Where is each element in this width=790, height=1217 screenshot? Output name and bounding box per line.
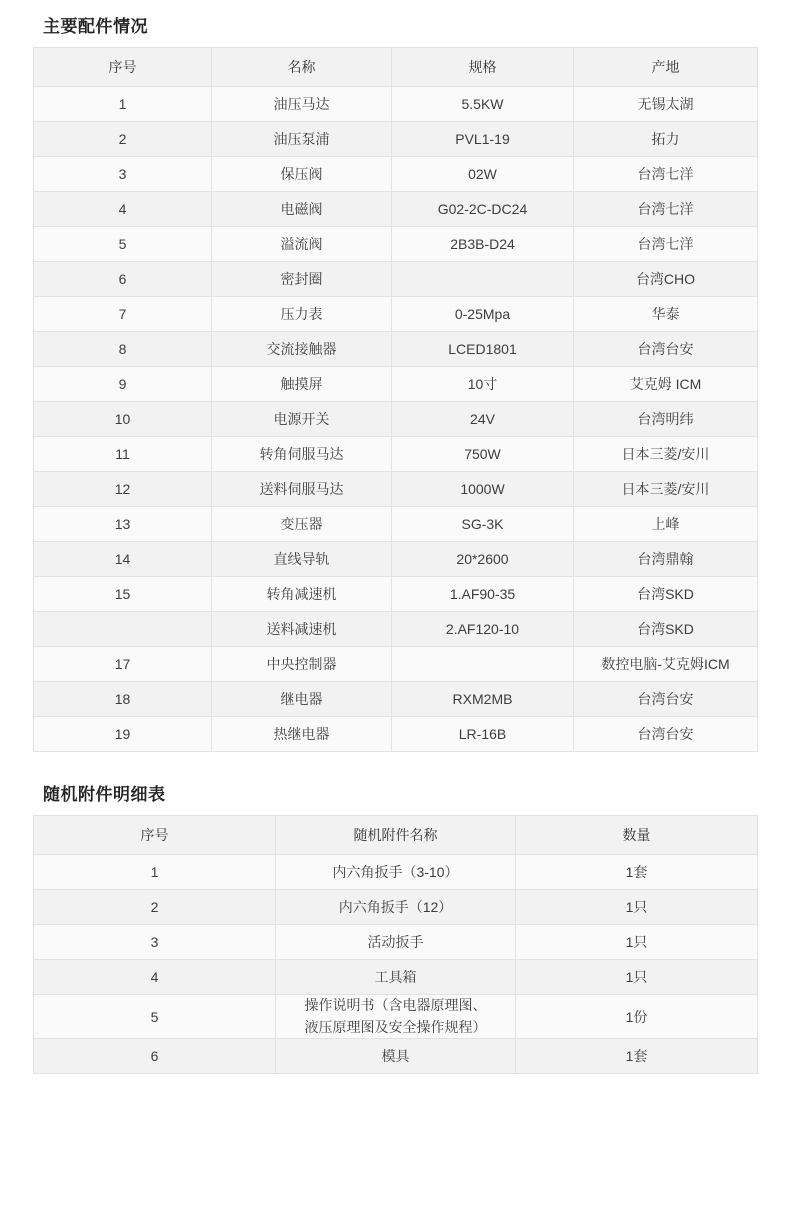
table-cell: 交流接触器 bbox=[212, 332, 392, 367]
table-cell: 无锡太湖 bbox=[574, 87, 758, 122]
table-cell: 1份 bbox=[516, 995, 758, 1039]
table-row bbox=[34, 890, 758, 925]
table-row bbox=[34, 87, 758, 122]
table-cell: 4 bbox=[34, 192, 212, 227]
table-cell: 台湾七洋 bbox=[574, 227, 758, 262]
table-row bbox=[34, 472, 758, 507]
table-cell: 继电器 bbox=[212, 682, 392, 717]
table-cell: 艾克姆 ICM bbox=[574, 367, 758, 402]
table-cell: 日本三菱/安川 bbox=[574, 437, 758, 472]
table-cell: 9 bbox=[34, 367, 212, 402]
parts-table bbox=[33, 47, 758, 752]
table-row bbox=[34, 192, 758, 227]
parts-table-body bbox=[34, 87, 758, 752]
table-cell: 台湾台安 bbox=[574, 332, 758, 367]
table-cell: SG-3K bbox=[392, 507, 574, 542]
table-cell: 内六角扳手（3-10） bbox=[276, 855, 516, 890]
table-cell: 油压马达 bbox=[212, 87, 392, 122]
table-cell: 3 bbox=[34, 157, 212, 192]
table-cell: 电磁阀 bbox=[212, 192, 392, 227]
table-cell: 溢流阀 bbox=[212, 227, 392, 262]
table-cell: 1 bbox=[34, 87, 212, 122]
column-header-index: 序号 bbox=[34, 816, 276, 855]
table-cell: 直线导轨 bbox=[212, 542, 392, 577]
table-cell: 电源开关 bbox=[212, 402, 392, 437]
table-cell: 上峰 bbox=[574, 507, 758, 542]
table-row bbox=[34, 332, 758, 367]
table-cell: 2 bbox=[34, 890, 276, 925]
table-cell: 24V bbox=[392, 402, 574, 437]
column-header-origin: 产地 bbox=[574, 48, 758, 87]
table-cell: 11 bbox=[34, 437, 212, 472]
table-cell: 14 bbox=[34, 542, 212, 577]
table-cell: 油压泵浦 bbox=[212, 122, 392, 157]
bottom-spacer bbox=[33, 1074, 757, 1104]
table-header-row bbox=[34, 48, 758, 87]
table-row bbox=[34, 960, 758, 995]
table-cell: 1 bbox=[34, 855, 276, 890]
table-cell: 19 bbox=[34, 717, 212, 752]
table-cell: 6 bbox=[34, 1039, 276, 1074]
table-cell: 送料伺服马达 bbox=[212, 472, 392, 507]
table-cell: 10 bbox=[34, 402, 212, 437]
table-cell: LR-16B bbox=[392, 717, 574, 752]
table-row bbox=[34, 297, 758, 332]
table-cell: 变压器 bbox=[212, 507, 392, 542]
table-cell: 1只 bbox=[516, 925, 758, 960]
table-cell: 4 bbox=[34, 960, 276, 995]
column-header-spec: 规格 bbox=[392, 48, 574, 87]
table-cell: 5 bbox=[34, 227, 212, 262]
table-cell: 拓力 bbox=[574, 122, 758, 157]
table-cell: 1套 bbox=[516, 855, 758, 890]
table-cell: 750W bbox=[392, 437, 574, 472]
table-cell: 17 bbox=[34, 647, 212, 682]
table-cell: 5 bbox=[34, 995, 276, 1039]
table-cell: 送料减速机 bbox=[212, 612, 392, 647]
table-cell: 触摸屏 bbox=[212, 367, 392, 402]
table-cell: 1.AF90-35 bbox=[392, 577, 574, 612]
table-cell: 台湾七洋 bbox=[574, 157, 758, 192]
table-cell: 华泰 bbox=[574, 297, 758, 332]
table-row bbox=[34, 437, 758, 472]
table-cell bbox=[392, 262, 574, 297]
table-cell: 压力表 bbox=[212, 297, 392, 332]
table-row bbox=[34, 855, 758, 890]
table-row bbox=[34, 717, 758, 752]
column-header-name: 名称 bbox=[212, 48, 392, 87]
page-title-accessories: 随机附件明细表 bbox=[43, 785, 166, 804]
table-cell: 台湾七洋 bbox=[574, 192, 758, 227]
table-cell: 13 bbox=[34, 507, 212, 542]
table-cell: 转角减速机 bbox=[212, 577, 392, 612]
table-cell: G02-2C-DC24 bbox=[392, 192, 574, 227]
table-cell: 工具箱 bbox=[276, 960, 516, 995]
table-cell: 10寸 bbox=[392, 367, 574, 402]
table-cell: 中央控制器 bbox=[212, 647, 392, 682]
table-cell: 日本三菱/安川 bbox=[574, 472, 758, 507]
column-header-index: 序号 bbox=[34, 48, 212, 87]
table-row bbox=[34, 612, 758, 647]
table-row bbox=[34, 367, 758, 402]
table-row bbox=[34, 647, 758, 682]
table-row bbox=[34, 1039, 758, 1074]
table-cell: 02W bbox=[392, 157, 574, 192]
column-header-accessory-name: 随机附件名称 bbox=[276, 816, 516, 855]
table-row bbox=[34, 262, 758, 297]
accessories-table-body bbox=[34, 855, 758, 1074]
table-row bbox=[34, 402, 758, 437]
table-cell: 模具 bbox=[276, 1039, 516, 1074]
column-header-quantity: 数量 bbox=[516, 816, 758, 855]
table-cell: 密封圈 bbox=[212, 262, 392, 297]
table-row bbox=[34, 925, 758, 960]
table-cell: 1只 bbox=[516, 960, 758, 995]
table-cell: PVL1-19 bbox=[392, 122, 574, 157]
table-cell: 热继电器 bbox=[212, 717, 392, 752]
table-cell: 数控电脑-艾克姆ICM bbox=[574, 647, 758, 682]
table-cell: 转角伺服马达 bbox=[212, 437, 392, 472]
table-row bbox=[34, 122, 758, 157]
table-cell: 5.5KW bbox=[392, 87, 574, 122]
table-cell: 18 bbox=[34, 682, 212, 717]
table-cell: 操作说明书（含电器原理图、 液压原理图及安全操作规程） bbox=[276, 995, 516, 1039]
table-cell: 3 bbox=[34, 925, 276, 960]
table-row bbox=[34, 542, 758, 577]
table-cell bbox=[34, 612, 212, 647]
table-cell: 15 bbox=[34, 577, 212, 612]
table-cell: 台湾SKD bbox=[574, 612, 758, 647]
table-row bbox=[34, 157, 758, 192]
table-cell: 20*2600 bbox=[392, 542, 574, 577]
table-cell: 活动扳手 bbox=[276, 925, 516, 960]
table-row bbox=[34, 227, 758, 262]
table-cell: 7 bbox=[34, 297, 212, 332]
table-cell: 8 bbox=[34, 332, 212, 367]
table-cell: 1套 bbox=[516, 1039, 758, 1074]
table-cell: RXM2MB bbox=[392, 682, 574, 717]
table-cell: 1000W bbox=[392, 472, 574, 507]
table-row bbox=[34, 995, 758, 1039]
table-row bbox=[34, 577, 758, 612]
table-row bbox=[34, 507, 758, 542]
table-cell: 台湾SKD bbox=[574, 577, 758, 612]
table-cell: 台湾台安 bbox=[574, 717, 758, 752]
table-cell: 2B3B-D24 bbox=[392, 227, 574, 262]
table-cell: 2.AF120-10 bbox=[392, 612, 574, 647]
table-cell bbox=[392, 647, 574, 682]
table-cell: 12 bbox=[34, 472, 212, 507]
table-cell: 台湾CHO bbox=[574, 262, 758, 297]
accessories-table bbox=[33, 815, 758, 1074]
table-cell: 6 bbox=[34, 262, 212, 297]
table-cell: 台湾鼎翰 bbox=[574, 542, 758, 577]
table-cell: 内六角扳手（12） bbox=[276, 890, 516, 925]
table-header-row bbox=[34, 816, 758, 855]
table-cell: 0-25Mpa bbox=[392, 297, 574, 332]
table-cell: 1只 bbox=[516, 890, 758, 925]
table-cell: 台湾明纬 bbox=[574, 402, 758, 437]
table-row bbox=[34, 682, 758, 717]
table-cell: 保压阀 bbox=[212, 157, 392, 192]
page-title-parts: 主要配件情况 bbox=[43, 17, 148, 36]
table-cell: LCED1801 bbox=[392, 332, 574, 367]
table-cell: 2 bbox=[34, 122, 212, 157]
table-cell: 台湾台安 bbox=[574, 682, 758, 717]
